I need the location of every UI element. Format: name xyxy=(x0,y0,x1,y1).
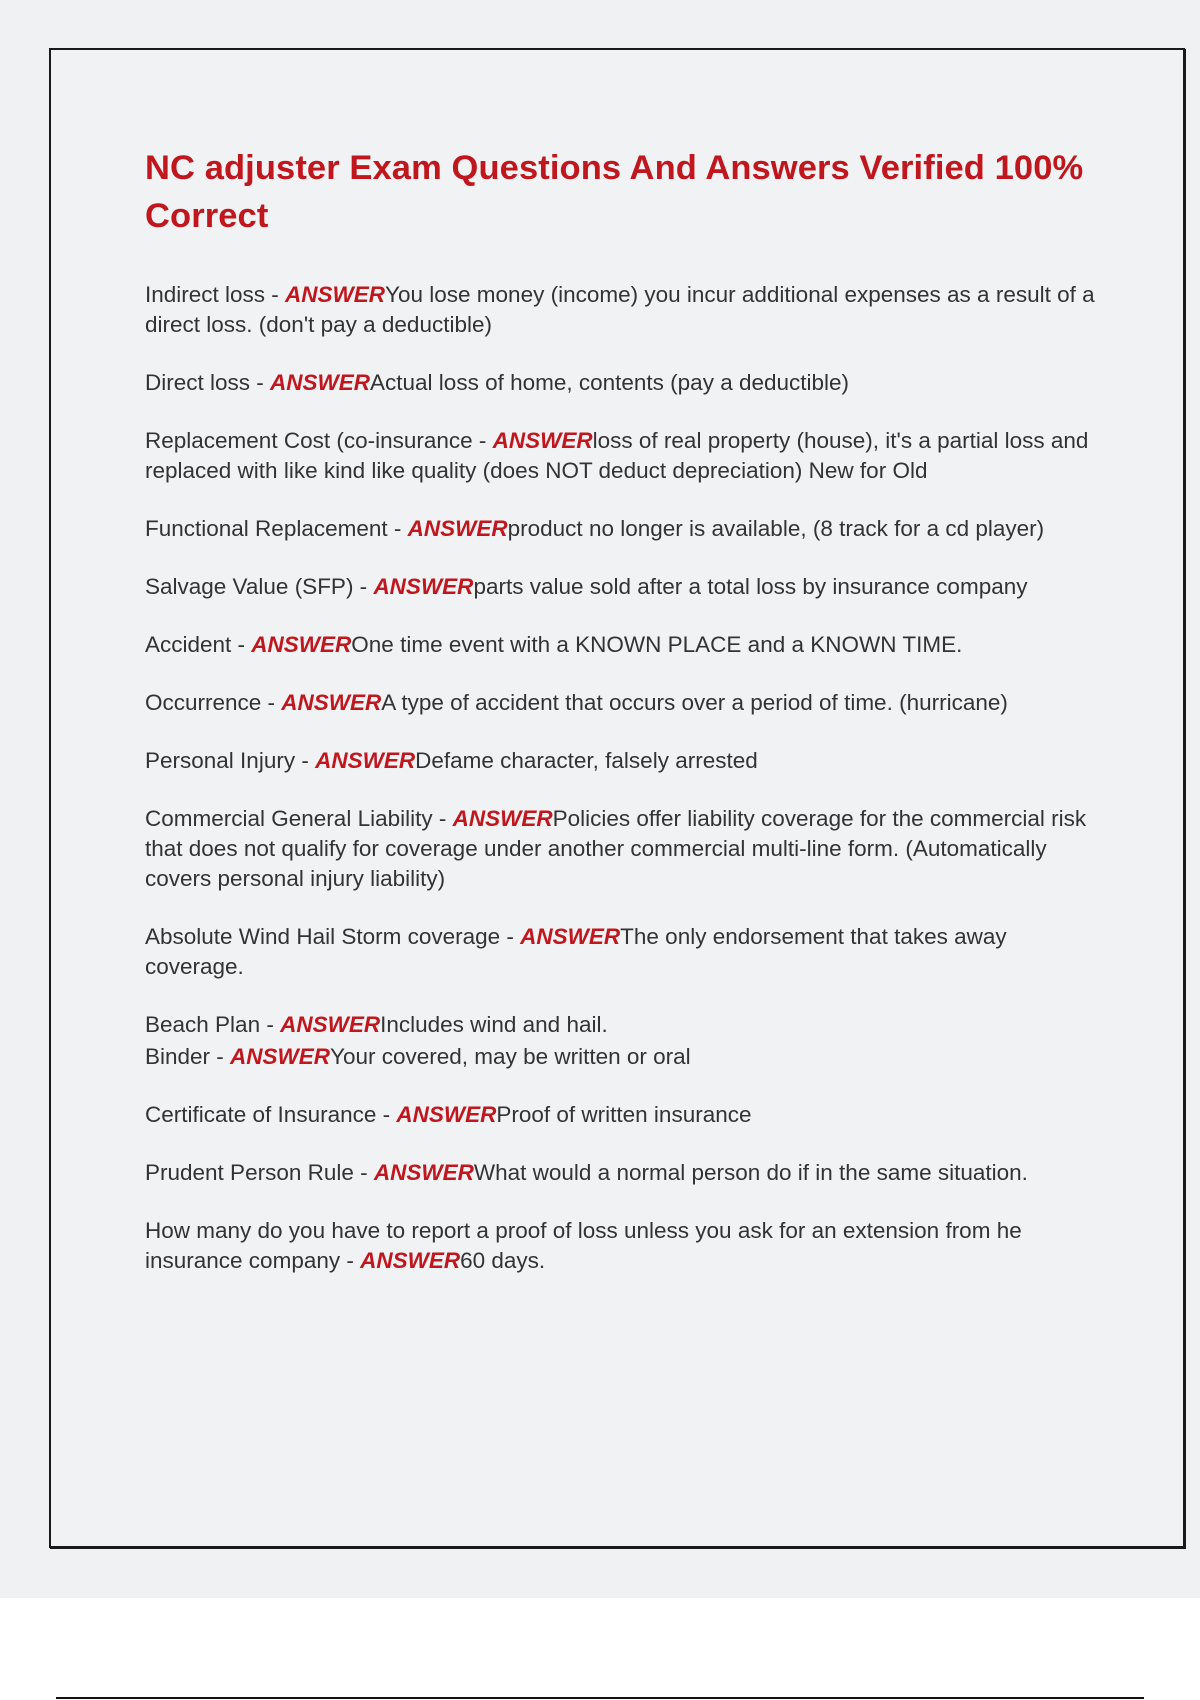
qa-item-proof-of-loss xyxy=(145,1216,1095,1276)
qa-term: Binder - xyxy=(145,1044,231,1069)
qa-term: Replacement Cost (co-insurance - xyxy=(145,428,493,453)
answer-tag: ANSWER xyxy=(452,806,553,831)
document-title: NC adjuster Exam Questions And Answers Verified 100% Correct xyxy=(145,149,1084,235)
qa-answer: What would a normal person do if in the same situation. xyxy=(473,1160,1028,1185)
qa-item-direct-loss xyxy=(145,368,1095,398)
qa-answer: product no longer is available, (8 track for a cd player) xyxy=(507,516,1045,541)
answer-tag: ANSWER xyxy=(281,690,382,715)
qa-item-binder xyxy=(145,1042,1095,1072)
qa-item-prudent-person-rule xyxy=(145,1158,1095,1188)
qa-answer: You lose money (income) you incur additional expenses as a result of a direct loss. (don't pay a deductible) xyxy=(145,282,1095,337)
answer-tag: ANSWER xyxy=(396,1102,497,1127)
answer-tag: ANSWER xyxy=(373,1160,474,1185)
document-page xyxy=(49,48,1185,1548)
qa-item-certificate-of-insurance xyxy=(145,1100,1095,1130)
qa-answer: loss of real property (house), it's a partial loss and replaced with like kind like quality (does NOT deduct depreciation) New for Old xyxy=(145,428,1089,483)
qa-answer: Actual loss of home, contents (pay a deductible) xyxy=(370,370,850,395)
qa-answer: Your covered, may be written or oral xyxy=(330,1044,691,1069)
qa-answer: parts value sold after a total loss by insurance company xyxy=(473,574,1028,599)
qa-term: Functional Replacement - xyxy=(145,516,408,541)
qa-item-accident xyxy=(145,630,1095,660)
footer-divider xyxy=(56,1697,1144,1699)
qa-term: Commercial General Liability - xyxy=(145,806,453,831)
answer-tag: ANSWER xyxy=(520,924,621,949)
qa-item-beach-plan xyxy=(145,1010,1095,1040)
answer-tag: ANSWER xyxy=(270,370,371,395)
qa-answer: Proof of written insurance xyxy=(496,1102,752,1127)
answer-tag: ANSWER xyxy=(230,1044,331,1069)
answer-tag: ANSWER xyxy=(373,574,474,599)
qa-answer: Defame character, falsely arrested xyxy=(415,748,758,773)
qa-answer: Includes wind and hail. xyxy=(380,1012,608,1037)
qa-item-occurrence xyxy=(145,688,1095,718)
qa-item-absolute-wind-hail xyxy=(145,922,1095,982)
qa-item-functional-replacement xyxy=(145,514,1095,544)
answer-tag: ANSWER xyxy=(315,748,416,773)
qa-term: Indirect loss - xyxy=(145,282,286,307)
qa-answer: One time event with a KNOWN PLACE and a KNOWN TIME. xyxy=(351,632,963,657)
answer-tag: ANSWER xyxy=(492,428,593,453)
qa-answer: A type of accident that occurs over a period of time. (hurricane) xyxy=(381,690,1008,715)
answer-tag: ANSWER xyxy=(360,1248,461,1273)
qa-item-replacement-cost xyxy=(145,426,1095,486)
qa-answer: The only endorsement that takes away coverage. xyxy=(145,924,1007,979)
document-content xyxy=(145,144,1095,1304)
qa-term: Beach Plan - xyxy=(145,1012,281,1037)
qa-term: Occurrence - xyxy=(145,690,282,715)
qa-term: Certificate of Insurance - xyxy=(145,1102,397,1127)
qa-term: Absolute Wind Hail Storm coverage - xyxy=(145,924,521,949)
qa-term: Personal Injury - xyxy=(145,748,316,773)
qa-item-indirect-loss xyxy=(145,280,1095,340)
qa-item-salvage-value xyxy=(145,572,1095,602)
qa-answer: 60 days. xyxy=(460,1248,546,1273)
qa-item-commercial-general-liability xyxy=(145,804,1095,894)
qa-term: Salvage Value (SFP) - xyxy=(145,574,374,599)
answer-tag: ANSWER xyxy=(285,282,386,307)
qa-term: How many do you have to report a proof of loss unless you ask for an extension from he insurance company - xyxy=(145,1218,1022,1273)
answer-tag: ANSWER xyxy=(280,1012,381,1037)
qa-term: Prudent Person Rule - xyxy=(145,1160,374,1185)
answer-tag: ANSWER xyxy=(407,516,508,541)
qa-term: Accident - xyxy=(145,632,252,657)
qa-answer: Policies offer liability coverage for the commercial risk that does not qualify for coverage under another commercial multi-line form. (Automatically covers personal injury liability) xyxy=(145,806,1087,891)
qa-term: Direct loss - xyxy=(145,370,271,395)
answer-tag: ANSWER xyxy=(251,632,352,657)
qa-item-personal-injury xyxy=(145,746,1095,776)
